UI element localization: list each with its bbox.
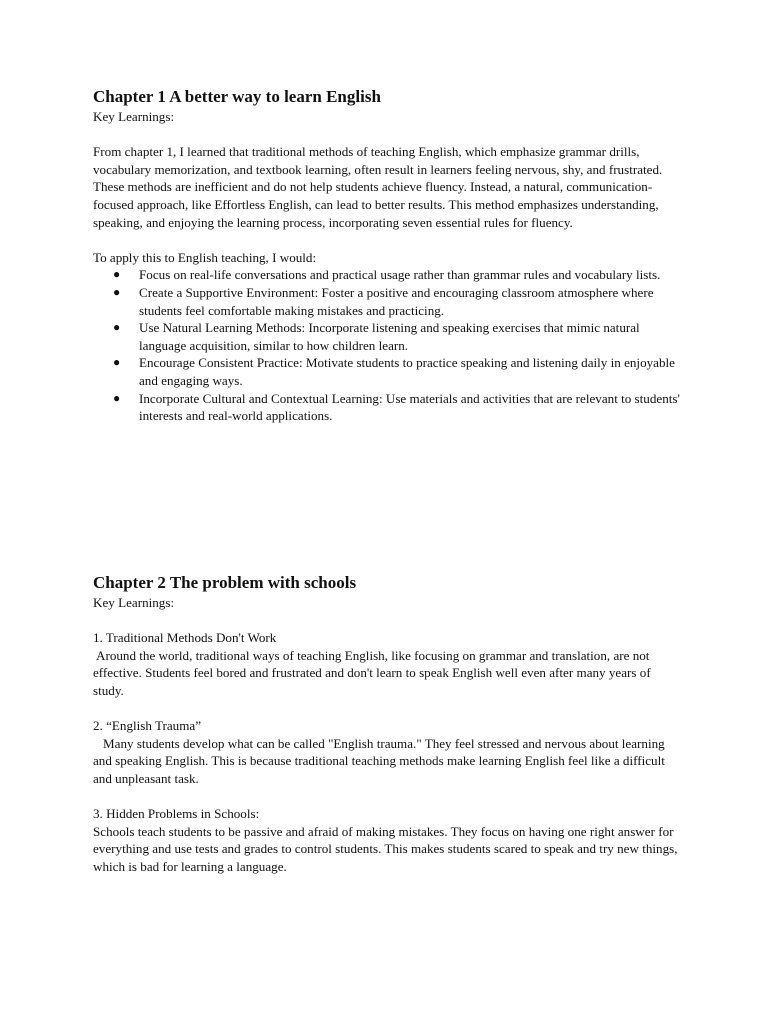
- chapter-1-summary: From chapter 1, I learned that traditional methods of teaching English, which emphasize grammar drills, vocabulary memorization, and textbook learning, often result in learners feeling nervous, shy, and frustrated. These methods are inefficient and do not help students achieve fluency. Instead, a natural, communication-focused approach, like Effortless English, can lead to better results. This method emphasizes understanding, speaking, and enjoying the learning process, incorporating seven essential rules for fluency.: [93, 144, 663, 230]
- bullet-text: Use Natural Learning Methods: Incorporate listening and speaking exercises that mimic natural language acquisition, similar to how children learn.: [139, 320, 640, 353]
- bullet-icon: ●: [113, 267, 121, 282]
- point-body: Around the world, traditional ways of teaching English, like focusing on grammar and translation, are not effective. Students feel bored and frustrated and don't learn to speak English well even after many years of study.: [93, 647, 651, 698]
- bullet-item: [93, 266, 683, 284]
- bullet-icon: ●: [113, 320, 121, 335]
- chapter-2-title: Chapter 2 The problem with schools: [93, 573, 357, 592]
- bullet-icon: ●: [113, 284, 121, 299]
- chapter-2-section: [93, 572, 683, 876]
- bullet-item: [93, 284, 683, 319]
- bullet-icon: ●: [113, 390, 121, 405]
- point-heading: 3. Hidden Problems in Schools:: [93, 806, 260, 822]
- bullet-item: [93, 319, 683, 354]
- point-heading: 2. “English Trauma”: [93, 718, 202, 734]
- bullet-text: Focus on real-life conversations and practical usage rather than grammar rules and vocabulary lists.: [139, 267, 661, 283]
- chapter-2-key-learnings-label: Key Learnings:: [93, 595, 175, 610]
- bullet-item: [93, 354, 683, 389]
- chapter-1-bullet-list: [93, 266, 683, 424]
- point-body: Many students develop what can be called "English trauma." They feel stressed and nervous about learning and speaking English. This is because traditional teaching methods make learning English feel like a difficult and unpleasant task.: [93, 735, 665, 786]
- bullet-item: [93, 390, 683, 425]
- chapter-1-section: [93, 86, 683, 425]
- bullet-text: Encourage Consistent Practice: Motivate students to practice speaking and listening daily in enjoyable and engaging ways.: [139, 355, 675, 388]
- bullet-text: Incorporate Cultural and Contextual Learning: Use materials and activities that are relevant to students' interests and real-world applications.: [139, 390, 680, 424]
- point-heading: 1. Traditional Methods Don't Work: [93, 630, 277, 646]
- chapter-1-key-learnings-label: Key Learnings:: [93, 109, 175, 124]
- chapter-1-apply-intro: To apply this to English teaching, I would:: [93, 249, 317, 265]
- bullet-icon: ●: [113, 355, 121, 370]
- chapter-1-title: Chapter 1 A better way to learn English: [93, 87, 381, 106]
- point-body: Schools teach students to be passive and afraid of making mistakes. They focus on having one right answer for everything and use tests and grades to control students. This makes students scared to speak and try new things, which is bad for learning a language.: [93, 823, 678, 874]
- bullet-text: Create a Supportive Environment: Foster a positive and encouraging classroom atmosphere where students feel comfortable making mistakes and practicing.: [139, 284, 654, 318]
